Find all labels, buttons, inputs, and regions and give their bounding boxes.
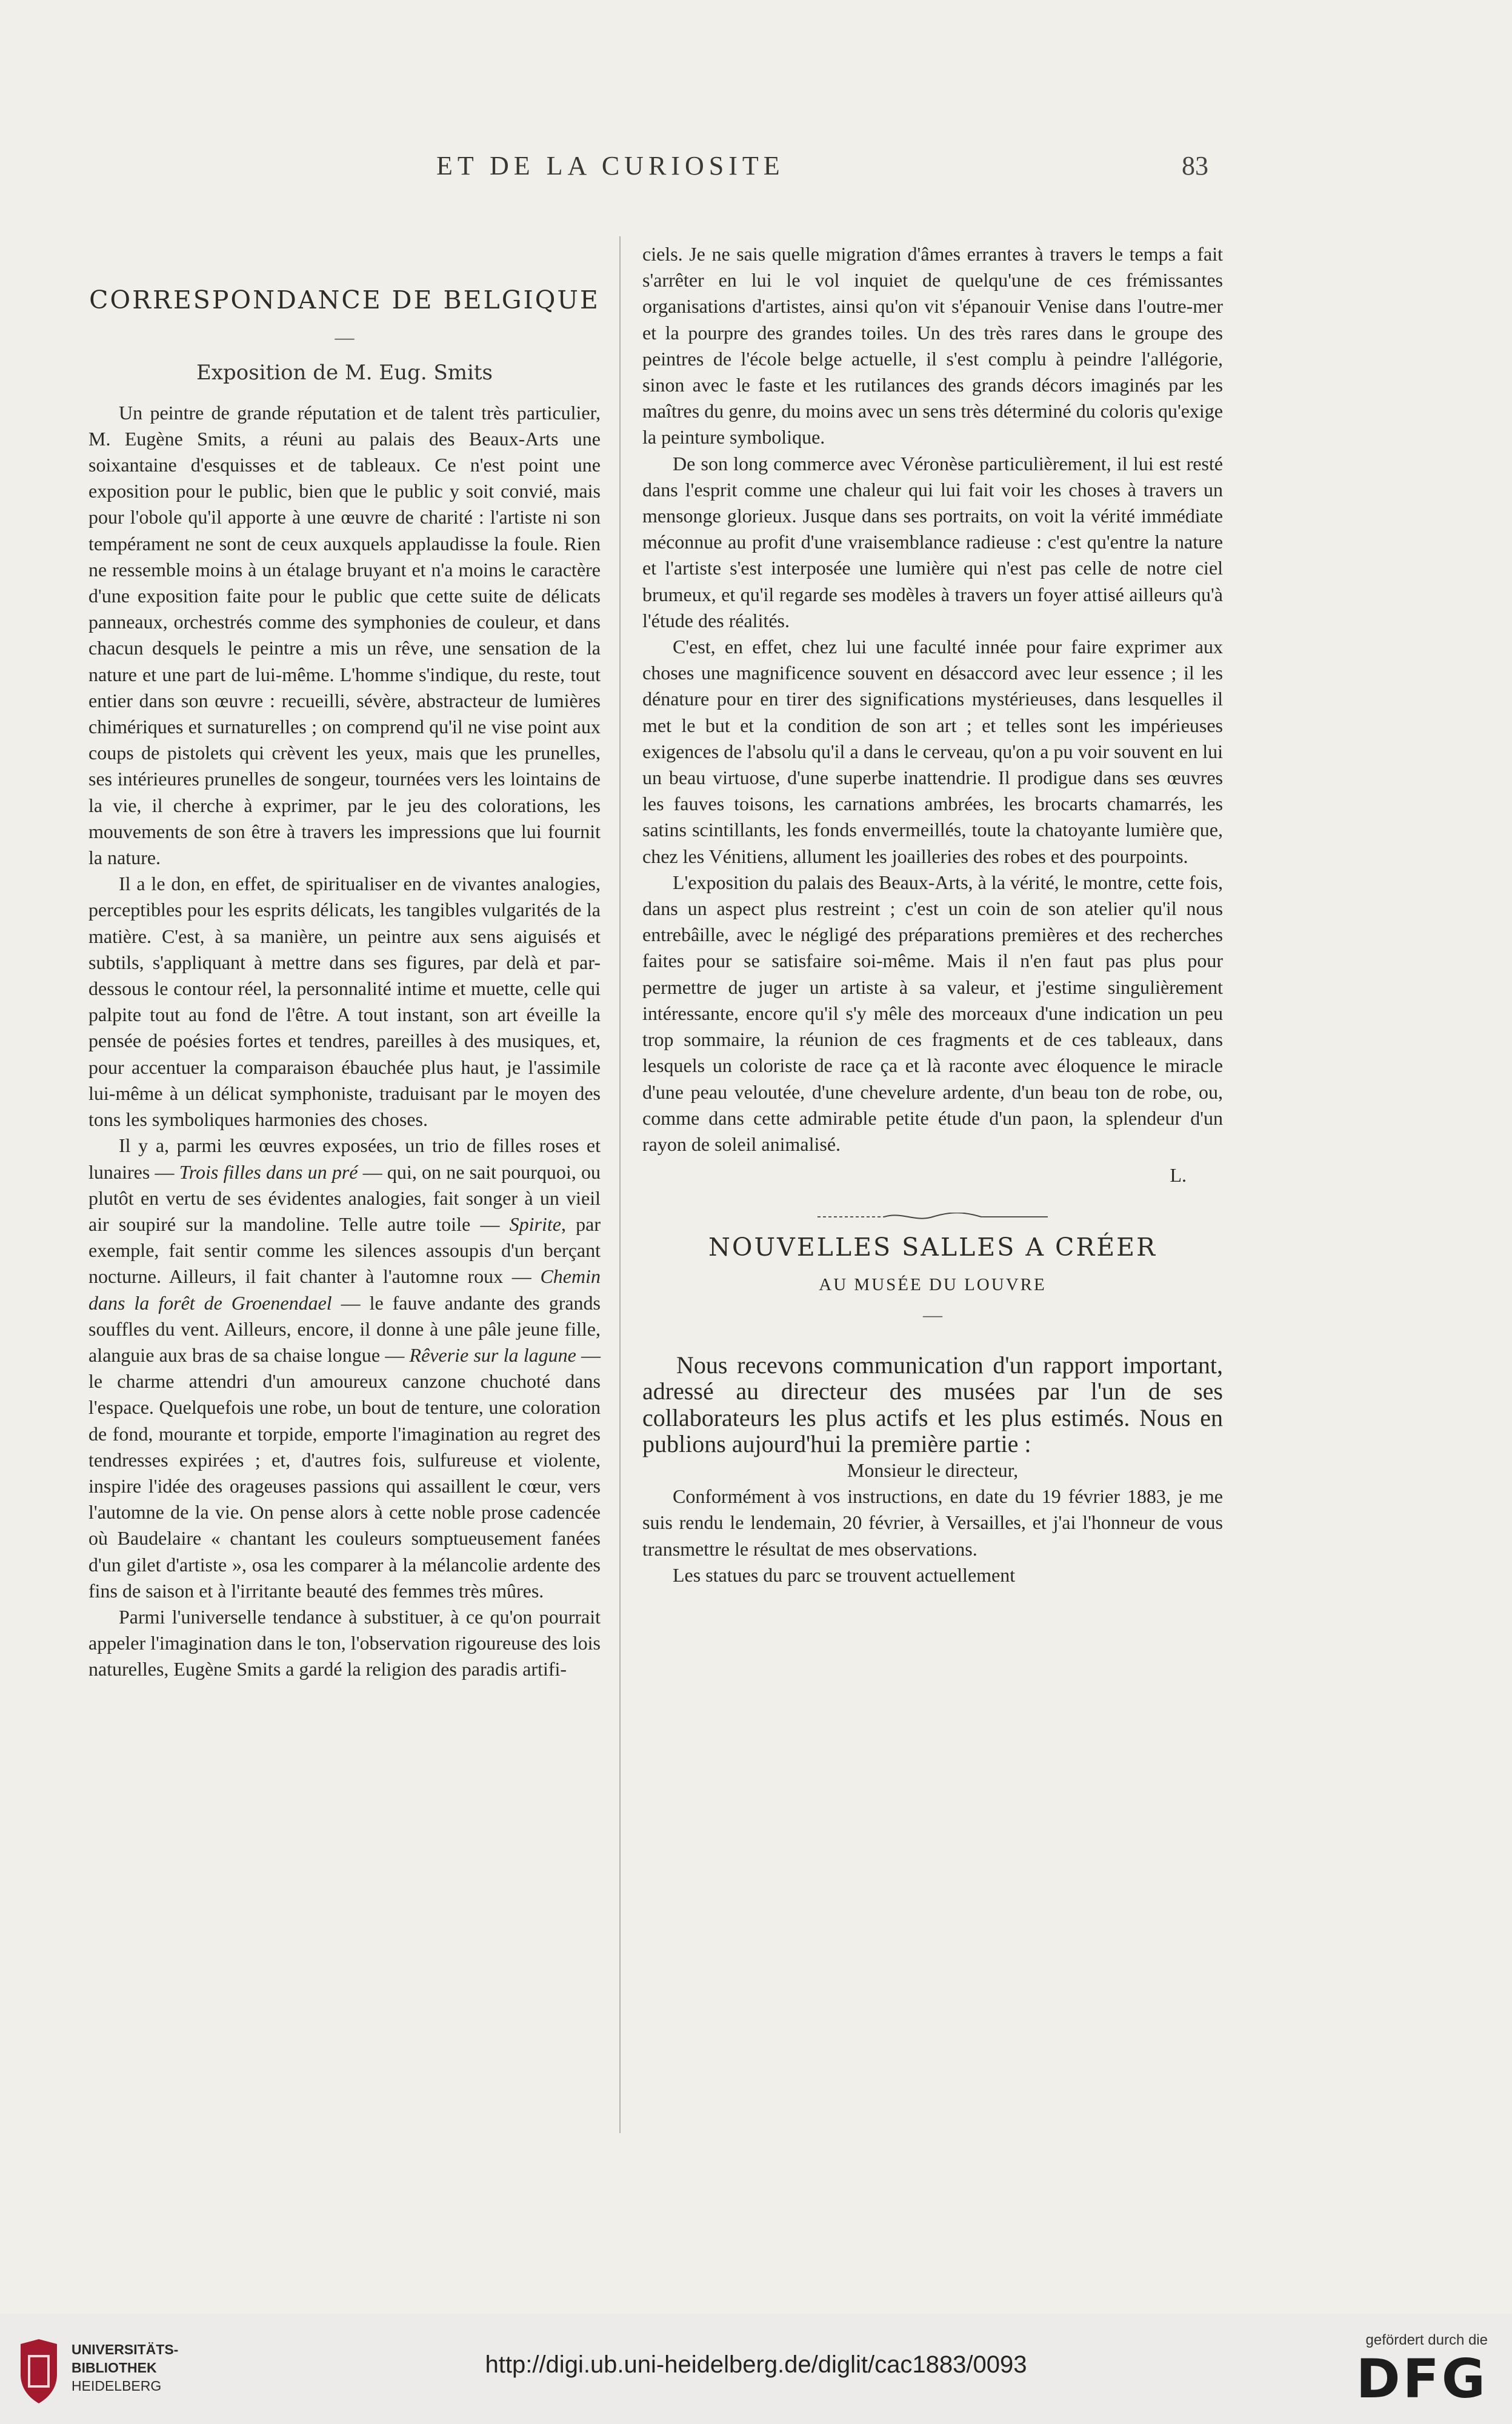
- signature: L.: [1170, 1164, 1187, 1187]
- paragraph: L'exposition du palais des Beaux-Arts, à la vérité, le montre, cette fois, dans un aspect plus restreint ; c'est un coin de son atelier qu'il nous entrebâille, avec le négligé des préparations premières et des recherches faites pour se satisfaire soi-même. Mais il n'en faut pas plus pour permettre de juger un artiste à sa valeur, et j'estime singulièrement intéressante, encore qu'il s'y mêle des morceaux d'une indication un peu trop sommaire, la réunion de ces fragments et de ces tableaux, dans lesquels un coloriste de race ça et là raconte avec éloquence le miracle d'une peau veloutée, d'une chevelure ardente, d'un beau ton de robe, ou, comme dans cette admirable petite étude d'un paon, la splendeur d'un rayon de soleil animalisé.: [642, 871, 1223, 1155]
- funded-by-label: gefördert durch die: [1365, 2332, 1488, 2348]
- paragraph: Les statues du parc se trouvent actuellement: [673, 1563, 1016, 1586]
- section-subtitle: AU MUSÉE DU LOUVRE: [819, 1274, 1047, 1294]
- paragraph: Conformément à vos instructions, en date du 19 février 1883, je me suis rendu le lendemain, 20 février, à Versailles, et j'ai l'honneur de vous transmettre le résultat de mes observations.: [642, 1485, 1223, 1560]
- paragraph: Nous recevons communication d'un rapport important, adressé au directeur des musées par l'un de ses collaborateurs les plus actifs et les plus estimés. Nous en publions aujourd'hui la première partie :: [642, 1351, 1223, 1458]
- dfg-logo: DFG: [1356, 2348, 1488, 2410]
- paragraph: Un peintre de grande réputation et de talent très particulier, M. Eugène Smits, a réuni au palais des Beaux-Arts une soixantaine d'esquisses et de tableaux. Ce n'est point une exposition pour le public, bien que le public y soit convié, mais pour l'obole qu'il apporte à une œuvre de charité : l'artiste ni son tempérament ne sont de ceux auxquels applaudisse la foule. Rien ne ressemble moins à un étalage bruyant et n'a moins le caractère d'une exposition faite pour le public que cette suite de délicats panneaux, orchestrés comme des symphonies de couleur, et dans chacun desquels le peintre a mis un rêve, une sensation de la nature et une part de lui-même. L'homme s'indique, du reste, tout entier dans son œuvre : recueilli, sévère, abstracteur de lumières chimériques et surnaturelles ; on comprend qu'il ne vise point aux coups de pistolets qui crèvent les yeux, mais que les prunelles, ses intérieures prunelles de songeur, tournées vers les lointains de la vie, il cherche à exprimer, par le jeu des colorations, les mouvements de son être à travers les impressions que lui fournit la nature.: [88, 401, 601, 869]
- paragraph: ciels. Je ne sais quelle migration d'âmes errantes à travers le temps a fait s'arrêter en lui le vol inquiet de quelqu'une de ces frémissantes organisations d'artistes, ainsi qu'on vit s'épanouir Venise dans l'outre-mer et la pourpre des grandes toiles. Un des très rares dans le groupe des peintres de l'école belge actuelle, il s'est complu à peindre l'allégorie, sinon avec le faste et les rutilances des grands décors imaginés par les maîtres du genre, du moins avec un sens très déterminé du coloris qu'exige la peinture symbolique.: [642, 243, 1223, 448]
- ornament-divider: [642, 1202, 1223, 1210]
- paragraph: C'est, en effet, chez lui une faculté innée pour faire exprimer aux choses une magnificence souvent en désaccord avec leur essence ; il les dénature pour en tirer des significations mystérieuses, dans lesquelles il met le but et la condition de son art ; et telles sont les impérieuses exigences de l'absolu qu'il a dans le cerveau, qu'on a pu voir souvent en lui un beau virtuose, d'une superbe inattendrie. Il prodigue dans ses œuvres les fauves toisons, les carnations ambrées, les brocarts chamarrés, les satins scintillants, les fonds envermeillés, toute la chatoyante lumière que, chez les Vénitiens, allument les joailleries des robes et des pourpoints.: [642, 636, 1223, 867]
- page-number: 83: [1182, 151, 1208, 181]
- running-head: [0, 150, 1512, 187]
- paragraph: De son long commerce avec Véronèse particulièrement, il lui est resté dans l'esprit comme une chaleur qui lui fait voir les choses à travers un mensonge glorieux. Jusque dans ses portraits, on voit la vérité immédiate méconnue au profit d'une vraisemblance radieuse : c'est qu'entre la nature et l'artiste s'est interposée une lumière qui n'est pas celle de notre ciel brumeux, et qu'il regarde ses modèles à travers un foyer attisé ailleurs qu'à l'étude des réalités.: [642, 452, 1223, 631]
- paragraph: Il y a, parmi les œuvres exposées, un trio de filles roses et lunaires — Trois filles dans un pré — qui, on ne sait pourquoi, ou plutôt en vertu de ses évidentes analogies, fait songer à un vieil air soupiré sur la mandoline. Telle autre toile — Spirite, par exemple, fait sentir comme les silences assoupis d'un berçant nocturne. Ailleurs, il fait chanter à l'automne roux — Chemin dans la forêt de Groenendael — le fauve andante des grands souffles du vent. Ailleurs, encore, il donne à une pâle jeune fille, alanguie aux bras de sa chaise longue — Rêverie sur la lagune — le charme attendri d'un amoureux canzone chuchoté dans l'espace. Quelquefois une robe, un bout de tenture, une coloration de fond, mourante et torpide, emporte l'imagination au regret des tendresses expirées ; et, d'autres fois, sulfureuse et violente, inspire l'idée des orageuses passions qui assaillent le cœur, vers l'automne de la vie. On pense alors à cette noble prose cadencée où Baudelaire « chantant les couleurs somptueusement fanées d'un gilet d'artiste », osa les comparer à la mélancolie ardente des fins de saison et à l'irritante beauté des femmes très mûres.: [88, 1134, 601, 1602]
- artwork-title: Spirite: [509, 1213, 561, 1235]
- paragraph: Il a le don, en effet, de spiritualiser en de vivantes analogies, perceptibles pour les esprits délicats, les tangibles vulgarités de la matière. C'est, à sa manière, un peintre aux sens aiguisés et subtils, s'appliquant à mettre dans ses figures, par delà et par-dessous le contour réel, la personnalité intime et muette, celle qui palpite tout au fond de l'être. A tout instant, son art éveille la pensée de poésies fortes et tendres, pareilles à des musiques, et, pour accentuer la comparaison ébauchée plus haut, je l'assimile lui-même à un délicat symphoniste, traduisant par le moyen des tons les symboliques harmonies des choses.: [88, 873, 601, 1131]
- salutation: Monsieur le directeur,: [847, 1459, 1019, 1481]
- title-dash: —: [335, 326, 355, 348]
- section-title-belgique: CORRESPONDANCE DE BELGIQUE: [89, 285, 600, 315]
- right-column: [642, 241, 1223, 1588]
- title-dash: —: [923, 1303, 942, 1325]
- artwork-title: Rêverie sur la lagune: [409, 1344, 576, 1366]
- section-title-louvre: NOUVELLES SALLES A CRÉER: [708, 1233, 1157, 1262]
- running-head-title: ET DE LA CURIOSITE: [436, 151, 785, 181]
- source-url-link[interactable]: http://digi.ub.uni-heidelberg.de/diglit/cac1883/0093: [485, 2351, 1027, 2378]
- artwork-title: Chemin dans la forêt de Groenendael: [88, 1265, 601, 1314]
- paragraph: Parmi l'universelle tendance à substituer, à ce qu'on pourrait appeler l'imagination dans le ton, l'observation rigoureuse des lois naturelles, Eugène Smits a gardé la religion des paradis artifi-: [88, 1605, 601, 1680]
- column-divider: [619, 236, 621, 2133]
- funder-block: [1294, 2332, 1488, 2409]
- institution-name: UNIVERSITÄTS- BIBLIOTHEK HEIDELBERG: [72, 2342, 179, 2394]
- footer-bar: [0, 2314, 1512, 2424]
- left-column: [88, 241, 601, 1683]
- article-subtitle: Exposition de M. Eug. Smits: [196, 361, 493, 385]
- artwork-title: Trois filles dans un pré: [179, 1160, 358, 1183]
